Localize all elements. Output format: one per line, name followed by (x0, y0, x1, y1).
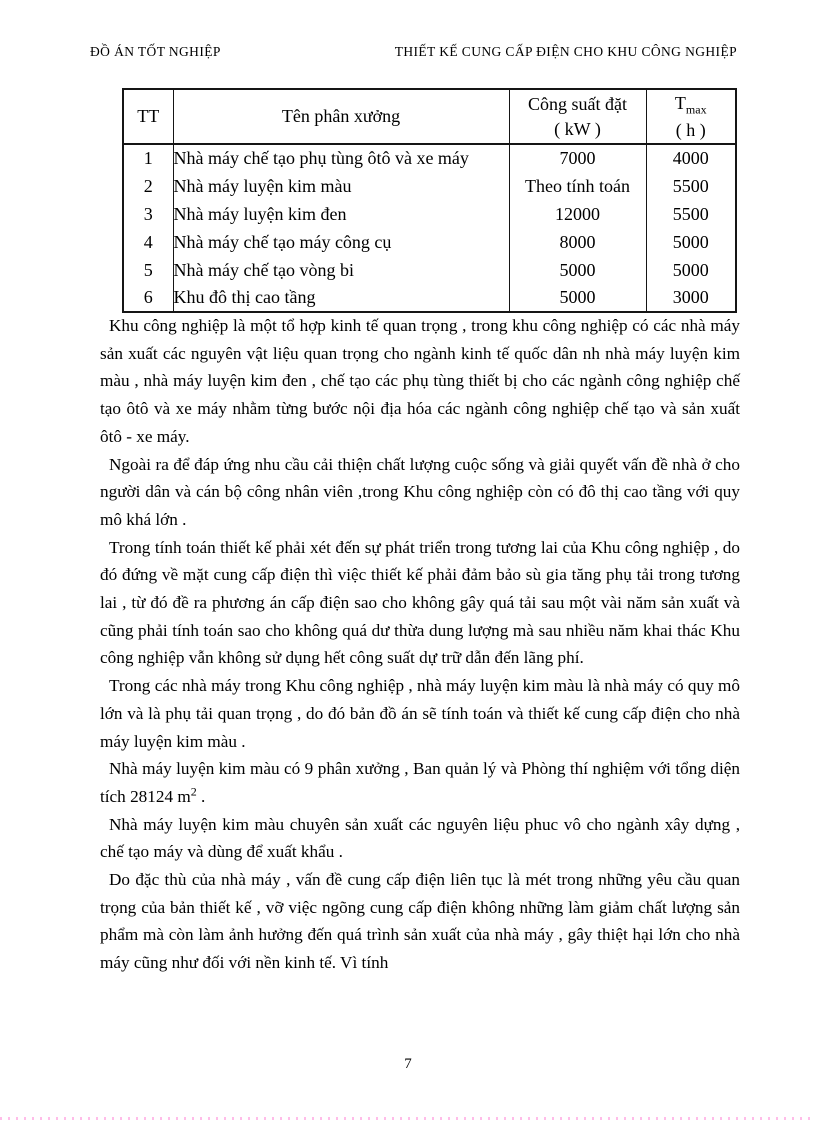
paragraph-5-text: Nhà máy luyện kim màu có 9 phân xưởng , Ban quản lý và Phòng thí nghiệm với tổng diện tích 28124 m (100, 759, 740, 806)
cell-tmax: 5500 (646, 200, 736, 228)
col-header-tmax (646, 89, 736, 144)
cell-power: 5000 (509, 256, 646, 284)
paragraph-5-tail: . (196, 786, 206, 806)
header-document-title: THIẾT KẾ CUNG CẤP ĐIỆN CHO KHU CÔNG NGHIỆP (394, 44, 737, 59)
header-project-title: ĐỒ ÁN TỐT NGHIỆP (90, 44, 221, 59)
table-row (123, 144, 736, 172)
col-header-tt: TT (123, 89, 173, 144)
cell-power: Theo tính toán (509, 172, 646, 200)
col-header-power-title: Công suất đặt (528, 94, 627, 115)
table-row (123, 172, 736, 200)
cell-tt: 3 (143, 203, 153, 224)
tmax-symbol: T (674, 92, 686, 113)
paragraph-4: Trong các nhà máy trong Khu công nghiệp , nhà máy luyện kim màu là nhà máy có quy mô lớn và là phụ tải quan trọng , do đó bản đồ án sẽ tính toán và thiết kế cung cấp điện cho nhà máy luyện kim màu . (100, 676, 740, 751)
col-header-name: Tên phân xưởng (173, 89, 509, 144)
table-header-row (123, 89, 736, 144)
cell-tt: 6 (143, 287, 153, 307)
col-header-power-unit: ( kW ) (554, 118, 601, 139)
body-text (100, 312, 740, 977)
cell-name: Nhà máy chế tạo vòng bi (173, 256, 509, 284)
table-row (123, 256, 736, 284)
cell-tt: 1 (143, 148, 153, 168)
cell-tmax: 5000 (646, 256, 736, 284)
paragraph-6: Nhà máy luyện kim màu chuyên sản xuất các nguyên liệu phuc vô cho ngành xây dựng , chế tạo máy và dùng để xuất khẩu . (100, 814, 740, 862)
cell-power: 8000 (509, 228, 646, 256)
workshop-table (122, 88, 737, 313)
cell-tt: 4 (143, 231, 153, 252)
cell-name: Nhà máy luyện kim đen (173, 200, 509, 228)
paragraph-5 (100, 755, 740, 810)
superscript-2: 2 (190, 784, 197, 799)
cell-name: Nhà máy chế tạo máy công cụ (173, 228, 509, 256)
cell-power: 12000 (509, 200, 646, 228)
paragraph-7: Do đặc thù của nhà máy , vấn đề cung cấp điện liên tục là mét trong những yêu cầu quan trọng của bản thiết kế , vỡ việc ngõng cung cấp điện không những làm giảm chất lượng sản phẩm mà còn làm ảnh hưởng đến quá trình sản xuất của nhà máy , gây thiệt hại lớn cho nhà máy cũng như đối với nền kinh tế. Vì tính (100, 870, 740, 973)
paragraph-2: Ngoài ra để đáp ứng nhu cầu cải thiện chất lượng cuộc sống và giải quyết vấn đề nhà ở cho người dân và cán bộ công nhân viên ,trong Khu công nghiệp còn có đô thị cao tầng với quy mô khá lớn . (100, 454, 740, 529)
cell-tmax: 5500 (646, 172, 736, 200)
paragraph-3: Trong tính toán thiết kế phải xét đến sự phát triển trong tương lai của Khu công nghiệp , do đó đứng về mặt cung cấp điện thì việc thiết kế phải đảm bảo sù gia tăng phụ tải trong tương lai , từ đó đề ra phương án cấp điện sao cho không gây quá tải sau một vài năm sản xuất và cũng phải tính toán sao cho không quá dư thừa dung lượng mà sau nhiều năm khai thác Khu công nghiệp vẫn không sử dụng hết công suất dự trữ dẫn đến lãng phí. (100, 537, 740, 668)
col-header-power (509, 89, 646, 144)
paragraph-1: Khu công nghiệp là một tổ hợp kinh tế quan trọng , trong khu công nghiệp có các nhà máy sản xuất các nguyên vật liệu quan trọng cho ngành kinh tế quốc dân nh nhà máy luyện kim màu , nhà máy luyện kim đen , chế tạo các phụ tùng thiết bị cho các ngành công nghiệp chế tạo ôtô và xe máy nhằm từng bước nội địa hóa các ngành công nghiệp chế tạo và sản xuất ôtô - xe máy. (100, 316, 740, 446)
workshop-table-head (123, 89, 736, 144)
cell-tt: 5 (143, 259, 153, 280)
table-row (123, 228, 736, 256)
table-row (123, 200, 736, 228)
col-header-tmax-title (647, 91, 736, 118)
cell-tt: 2 (143, 175, 153, 196)
table-row (123, 284, 736, 312)
cell-name: Nhà máy chế tạo phụ tùng ôtô và xe máy (173, 144, 509, 172)
col-header-tmax-unit: ( h ) (675, 119, 706, 140)
cell-power: 5000 (509, 284, 646, 312)
page-number: 7 (404, 1056, 412, 1072)
cell-tmax: 5000 (646, 228, 736, 256)
cell-name: Khu đô thị cao tầng (173, 284, 509, 312)
tmax-subscript: max (685, 102, 707, 117)
cell-power: 7000 (509, 144, 646, 172)
bottom-divider (0, 1117, 816, 1120)
page-header (90, 44, 737, 60)
cell-name: Nhà máy luyện kim màu (173, 172, 509, 200)
cell-tmax: 4000 (646, 144, 736, 172)
workshop-table-body (123, 144, 736, 312)
cell-tmax: 3000 (646, 284, 736, 312)
